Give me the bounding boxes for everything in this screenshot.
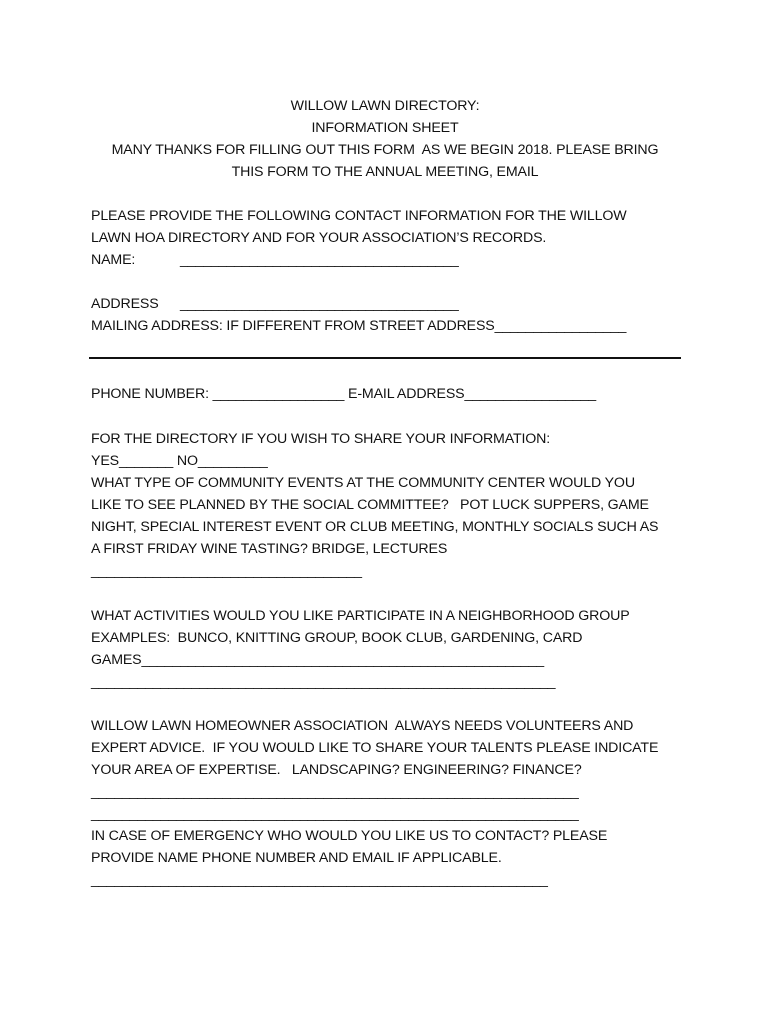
events-question-line-1: WHAT TYPE OF COMMUNITY EVENTS AT THE COMMUNITY CENTER WOULD YOU	[91, 475, 635, 491]
activities-question-line-1: WHAT ACTIVITIES WOULD YOU LIKE PARTICIPATE IN A NEIGHBORHOOD GROUP	[91, 608, 630, 624]
emergency-answer-field[interactable]: ___________________________________________________________	[91, 872, 548, 888]
contact-intro-line-1: PLEASE PROVIDE THE FOLLOWING CONTACT INFORMATION FOR THE WILLOW	[91, 208, 627, 224]
mailing-address-field[interactable]: MAILING ADDRESS: IF DIFFERENT FROM STREET ADDRESS_________________	[91, 318, 627, 334]
address-label: ADDRESS	[91, 296, 159, 312]
phone-email-field[interactable]: PHONE NUMBER: _________________ E-MAIL ADDRESS_________________	[91, 386, 597, 402]
emergency-question-line-2: PROVIDE NAME PHONE NUMBER AND EMAIL IF APPLICABLE.	[91, 850, 502, 866]
name-field[interactable]: ____________________________________	[180, 252, 459, 268]
contact-intro-line-2: LAWN HOA DIRECTORY AND FOR YOUR ASSOCIATION’S RECORDS.	[91, 230, 547, 246]
thanks-line-2: THIS FORM TO THE ANNUAL MEETING, EMAIL	[231, 164, 539, 180]
section-divider	[89, 357, 681, 359]
form-subtitle: INFORMATION SHEET	[311, 120, 459, 136]
volunteers-line-1: WILLOW LAWN HOMEOWNER ASSOCIATION ALWAYS NEEDS VOLUNTEERS AND	[91, 718, 634, 734]
volunteers-line-2: EXPERT ADVICE. IF YOU WOULD LIKE TO SHARE YOUR TALENTS PLEASE INDICATE	[91, 740, 659, 756]
activities-question-line-2: EXAMPLES: BUNCO, KNITTING GROUP, BOOK CLUB, GARDENING, CARD	[91, 630, 583, 646]
events-question-line-4: A FIRST FRIDAY WINE TASTING? BRIDGE, LECTURES	[91, 541, 448, 557]
activities-answer-field-2[interactable]: ____________________________________________________________	[91, 674, 556, 690]
events-question-line-3: NIGHT, SPECIAL INTEREST EVENT OR CLUB MEETING, MONTHLY SOCIALS SUCH AS	[91, 519, 659, 535]
events-answer-field[interactable]: ___________________________________	[91, 563, 362, 579]
activities-answer-field[interactable]: GAMES____________________________________________________	[91, 652, 544, 668]
directory-share-question: FOR THE DIRECTORY IF YOU WISH TO SHARE YOUR INFORMATION:	[91, 431, 551, 447]
address-field[interactable]: ____________________________________	[180, 296, 459, 312]
expertise-answer-field-2[interactable]: _______________________________________________________________	[91, 806, 579, 822]
thanks-line-1: MANY THANKS FOR FILLING OUT THIS FORM AS WE BEGIN 2018. PLEASE BRING	[111, 142, 659, 158]
form-title: WILLOW LAWN DIRECTORY:	[290, 98, 480, 114]
emergency-question-line-1: IN CASE OF EMERGENCY WHO WOULD YOU LIKE US TO CONTACT? PLEASE	[91, 828, 608, 844]
yes-no-field[interactable]: YES_______ NO_________	[91, 453, 268, 469]
events-question-line-2: LIKE TO SEE PLANNED BY THE SOCIAL COMMITTEE? POT LUCK SUPPERS, GAME	[91, 497, 649, 513]
volunteers-line-3: YOUR AREA OF EXPERTISE. LANDSCAPING? ENGINEERING? FINANCE?	[91, 762, 582, 778]
expertise-answer-field[interactable]: _______________________________________________________________	[91, 784, 579, 800]
name-label: NAME:	[91, 252, 136, 268]
